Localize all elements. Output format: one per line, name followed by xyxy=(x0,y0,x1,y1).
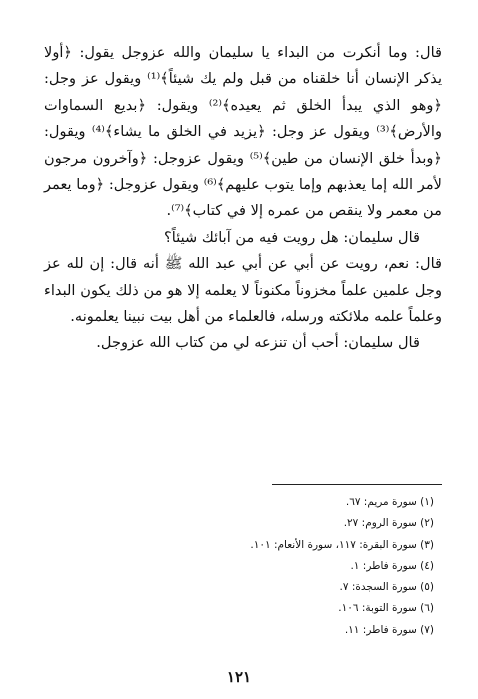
footnote-divider xyxy=(272,484,442,485)
footnote-item: (١) سورة مريم: ٦٧. xyxy=(345,496,434,508)
paragraph-dialogue-3: قال: نعم، رويت عن أبي عن أبي عبد الله ﷺ أنه قال: إن لله عز وجل علمين علماً مخزوناً مكنوناً لا يعلمه إلا هو من ذلك يكون البداء وعلماً علمه ملائكته ورسله، فالعلماء من أهل بيت نبينا يعلمونه. xyxy=(44,255,442,326)
footnotes xyxy=(44,492,434,641)
main-text xyxy=(44,40,442,357)
paragraph-dialogue-4: قال سليمان: أحب أن تنزعه لي من كتاب الله عزوجل. xyxy=(96,334,420,352)
paragraph-dialogue-2: قال سليمان: هل رويت فيه من آبائك شيئاً؟ xyxy=(164,228,420,246)
footnote-item: (٥) سورة السجدة: ٧. xyxy=(339,581,434,594)
page-number: ١٢١ xyxy=(226,668,252,686)
footnote-item: (٣) سورة البقرة: ١١٧، سورة الأنعام: ١٠١. xyxy=(250,538,434,551)
footnote-item: (٧) سورة فاطر: ١١. xyxy=(344,623,434,636)
footnote-item: (٦) سورة التوبة: ١٠٦. xyxy=(338,602,434,615)
paragraph-dialogue-1: قال: وما أنكرت من البداء يا سليمان والله عزوجل يقول: ﴿أولا يذكر الإنسان أنا خلقناه من قبل ولم يك شيئاً﴾⁽¹⁾ ويقول عز وجل: ﴿وهو الذي يبدأ الخلق ثم يعيده﴾⁽²⁾ ويقول: ﴿بديع السماوات والأرض﴾⁽³⁾ ويقول عز وجل: ﴿يزيد في الخلق ما يشاء﴾⁽⁴⁾ ويقول: ﴿وبدأ خلق الإنسان من طين﴾⁽⁵⁾ ويقول عزوجل: ﴿وآخرون مرجون لأمر الله إما يعذبهم وإما يتوب عليهم﴾⁽⁶⁾ ويقول عزوجل: ﴿وما يعمر من معمر ولا ينقص من عمره إلا في كتاب﴾⁽⁷⁾. xyxy=(44,44,443,220)
footnote-item: (٢) سورة الروم: ٢٧. xyxy=(343,517,434,530)
footnote-item: (٤) سورة فاطر: ١. xyxy=(350,559,434,572)
